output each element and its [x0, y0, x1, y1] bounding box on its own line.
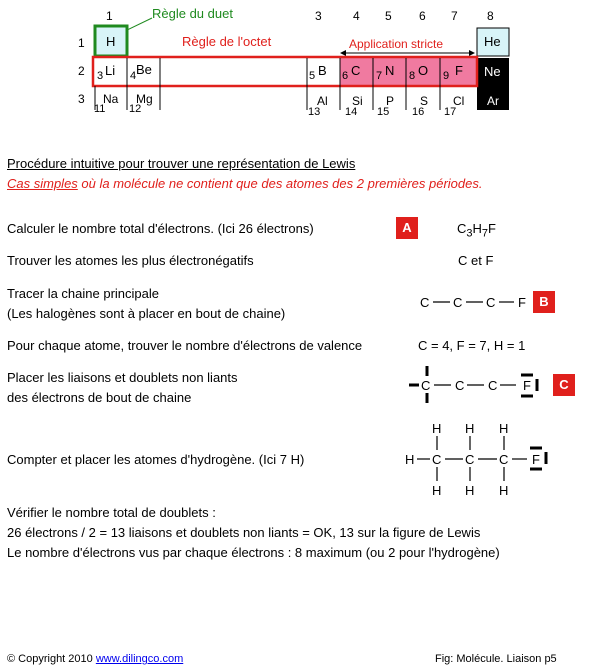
step-4-text: Pour chaque atome, trouver le nombre d'électrons de valence — [7, 338, 363, 353]
octet-label: Règle de l'octet — [182, 34, 272, 49]
symbol-p: P — [386, 94, 395, 108]
group-number-3: 3 — [315, 9, 322, 23]
procedure-title: Procédure intuitive pour trouver une représentation de Lewis — [7, 156, 356, 171]
lewis-h-top-2: H — [465, 421, 475, 436]
chain-b-c1: C — [420, 295, 430, 310]
verification-line-2: 26 électrons / 2 = 13 liaisons et doublets non liants = OK, 13 sur la figure de Lewis — [7, 525, 481, 540]
group-number-8: 8 — [487, 9, 494, 23]
period-number-3: 3 — [78, 92, 85, 106]
period-number-1: 1 — [78, 36, 85, 50]
lewis-h-top-3: H — [499, 421, 509, 436]
chain-c-c3: C — [488, 378, 498, 393]
symbol-s: S — [420, 94, 429, 108]
chain-c-c1: C — [421, 378, 431, 393]
lewis-h-left: H — [405, 452, 415, 467]
step-6-text: Compter et placer les atomes d'hydrogène. (Ici 7 H) — [7, 452, 305, 467]
z-mg: 12 — [129, 103, 142, 115]
footer-link[interactable]: www.dilingco.com — [95, 653, 184, 665]
symbol-h: H — [106, 34, 116, 49]
z-f: 9 — [443, 70, 450, 82]
lewis-c3: C — [499, 452, 509, 467]
z-li: 3 — [97, 70, 104, 82]
symbol-si: Si — [352, 94, 363, 108]
chain-c-f: F — [523, 378, 531, 393]
badge-a: A — [396, 217, 418, 239]
subtitle-underlined: Cas simples — [7, 176, 78, 191]
symbol-mg: Mg — [136, 92, 153, 106]
lewis-f: F — [532, 452, 540, 467]
symbol-cl: Cl — [453, 94, 465, 108]
step-5-line1: Placer les liaisons et doublets non liants — [7, 370, 238, 385]
symbol-li: Li — [105, 63, 116, 78]
footer-fig: Fig: Molécule. Liaison p5 — [435, 653, 557, 665]
step-3-line1: Tracer la chaine principale — [7, 286, 159, 301]
symbol-he: He — [484, 34, 501, 49]
lewis-h-top-1: H — [432, 421, 442, 436]
duet-label: Règle du duet — [152, 6, 233, 21]
z-o: 8 — [409, 70, 416, 82]
symbol-f: F — [455, 63, 463, 78]
subtitle-rest: où la molécule ne contient que des atomes des 2 premières périodes. — [77, 176, 483, 191]
lewis-h-bottom-1: H — [432, 483, 442, 498]
step-4-value: C = 4, F = 7, H = 1 — [418, 338, 526, 353]
footer-copyright — [7, 653, 183, 665]
z-be: 4 — [130, 70, 137, 82]
symbol-na: Na — [103, 92, 119, 106]
formula-c3h7f: $C_3H_7F$ — [457, 221, 496, 240]
z-p: 15 — [377, 106, 390, 118]
chain-b-f: F — [518, 295, 526, 310]
strict-label: Application stricte — [349, 37, 444, 51]
group-number-6: 6 — [419, 9, 426, 23]
verification-line-3: Le nombre d'électrons vus par chaque électrons : 8 maximum (ou 2 pour l'hydrogène) — [7, 545, 500, 560]
step-5-line2: des électrons de bout de chaine — [7, 390, 192, 405]
symbol-b: B — [318, 63, 327, 78]
symbol-al: Al — [317, 94, 328, 108]
symbol-o: O — [418, 63, 429, 78]
symbol-n: N — [385, 63, 395, 78]
z-al: 13 — [308, 106, 321, 118]
chain-b-c3: C — [486, 295, 496, 310]
group-number-4: 4 — [353, 9, 360, 23]
step-3-line2: (Les halogènes sont à placer en bout de chaine) — [7, 306, 286, 321]
group-number-5: 5 — [385, 9, 392, 23]
verification-line-1: Vérifier le nombre total de doublets : — [7, 505, 216, 520]
step-2-value: C et F — [458, 253, 494, 268]
z-si: 14 — [345, 106, 358, 118]
z-cl: 17 — [444, 106, 457, 118]
z-s: 16 — [412, 106, 425, 118]
symbol-ar: Ar — [487, 94, 499, 108]
symbol-c: C — [351, 63, 361, 78]
chain-c-c2: C — [455, 378, 465, 393]
group-number-1: 1 — [106, 9, 113, 23]
copyright-text: © Copyright 2010 — [7, 653, 96, 665]
badge-b: B — [533, 291, 555, 313]
symbol-be: Be — [136, 62, 152, 77]
z-b: 5 — [309, 70, 316, 82]
step-2-text: Trouver les atomes les plus électronégatifs — [7, 253, 254, 268]
z-na: 11 — [94, 103, 106, 115]
group-number-7: 7 — [451, 9, 458, 23]
lewis-h-bottom-3: H — [499, 483, 509, 498]
z-n: 7 — [376, 70, 383, 82]
lewis-c1: C — [432, 452, 442, 467]
z-c: 6 — [342, 70, 349, 82]
chain-b-c2: C — [453, 295, 463, 310]
lewis-h-bottom-2: H — [465, 483, 475, 498]
symbol-ne: Ne — [484, 64, 501, 79]
step-1-text: Calculer le nombre total d'électrons. (Ici 26 électrons) — [7, 221, 314, 236]
lewis-c2: C — [465, 452, 475, 467]
period-number-2: 2 — [78, 64, 85, 78]
badge-c: C — [553, 374, 575, 396]
